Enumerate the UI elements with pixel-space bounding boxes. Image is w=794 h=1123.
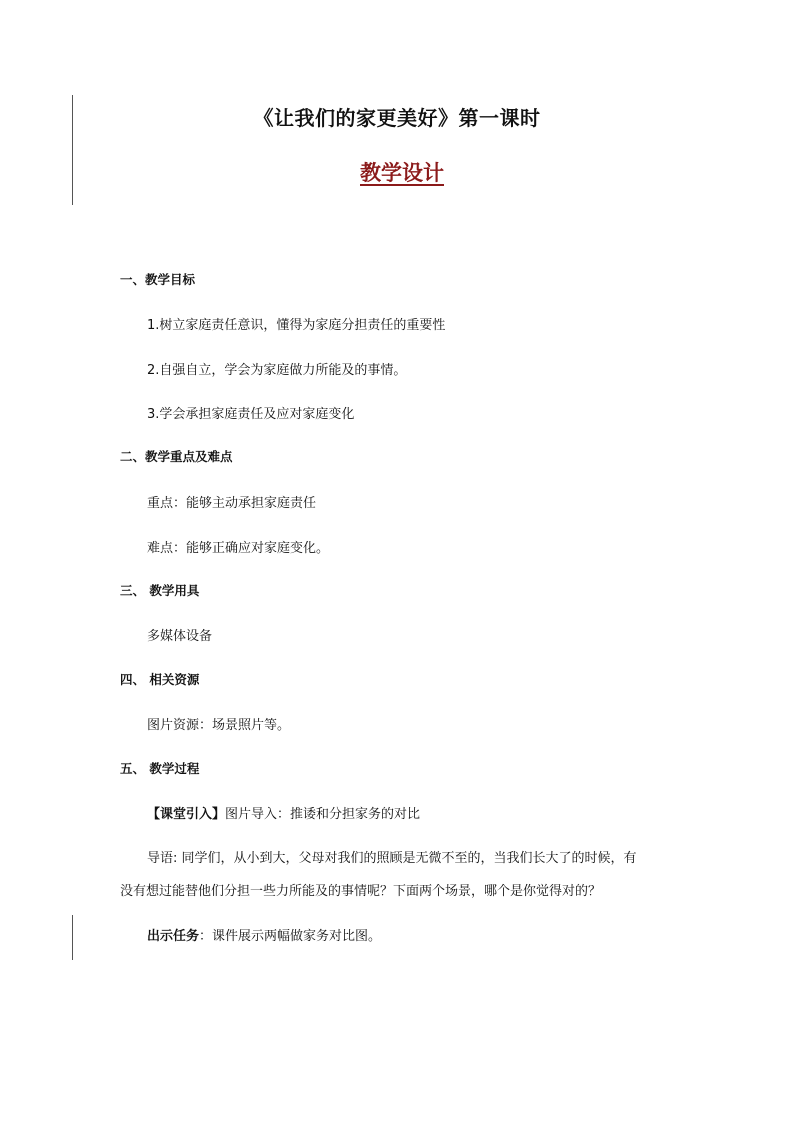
document-title: 《让我们的家更美好》第一课时	[253, 106, 541, 130]
objective-item-1: 1.树立家庭责任意识，懂得为家庭分担责任的重要性	[147, 318, 446, 333]
subtitle-text: 教学设计	[360, 160, 444, 185]
section-heading-key-points: 二、教学重点及难点	[120, 449, 233, 464]
guide-line-1: 导语: 同学们，从小到大，父母对我们的照顾是无微不至的，当我们长大了的时候，有	[147, 851, 637, 866]
margin-mark-bottom	[72, 915, 73, 960]
resources-item: 图片资源：场景照片等。	[147, 718, 291, 733]
section-heading-process: 五、 教学过程	[120, 761, 200, 776]
class-intro-line	[147, 803, 420, 822]
difficulty-item: 难点：能够正确应对家庭变化。	[147, 541, 330, 556]
document-subtitle	[0, 157, 794, 187]
class-intro-label: 【课堂引入】	[147, 807, 226, 822]
section-heading-resources: 四、 相关资源	[120, 672, 200, 687]
objective-item-3: 3.学会承担家庭责任及应对家庭变化	[147, 407, 355, 422]
objective-item-2: 2.自强自立，学会为家庭做力所能及的事情。	[147, 363, 407, 378]
task-text: ：课件展示两幅做家务对比图。	[199, 929, 382, 944]
guide-line-2: 没有想过能替他们分担一些力所能及的事情呢？下面两个场景，哪个是你觉得对的？	[120, 884, 602, 899]
tools-item: 多媒体设备	[147, 629, 213, 644]
task-label: 出示任务	[147, 929, 200, 944]
class-intro-text: 图片导入：推诿和分担家务的对比	[225, 807, 421, 822]
section-heading-objectives: 一、教学目标	[120, 272, 196, 287]
section-heading-tools: 三、 教学用具	[120, 583, 200, 598]
task-line	[147, 925, 381, 944]
key-point-item: 重点：能够主动承担家庭责任	[147, 496, 317, 511]
